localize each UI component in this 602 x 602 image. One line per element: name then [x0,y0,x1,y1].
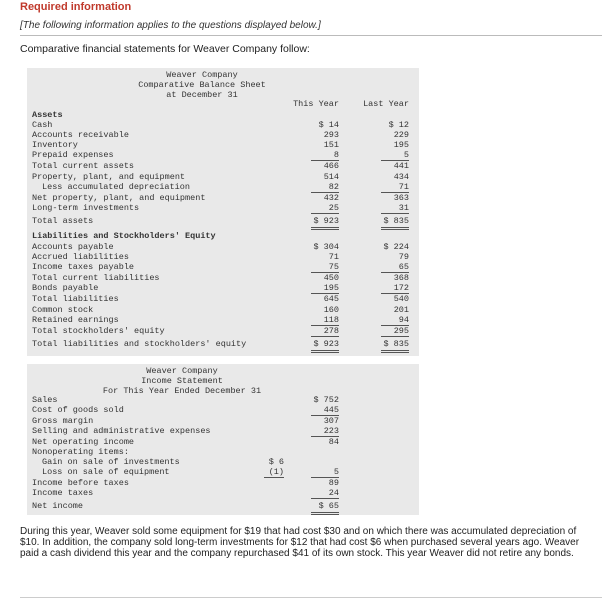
underline [311,336,339,337]
value-last-year: 368 [393,273,409,283]
row-value: 5 [333,467,339,477]
double-underline [381,227,409,230]
value-this-year: 8 [333,150,339,160]
value-last-year: $ 835 [383,216,409,226]
table-row [27,150,419,160]
row-inner-value: $ 6 [268,457,284,467]
row-label: Accounts payable [32,242,114,252]
income-statement-panel [27,364,419,515]
table-row [27,262,419,272]
table-row [27,457,419,467]
table-row [27,447,419,457]
value-this-year: $ 923 [313,339,339,349]
table-row [27,305,419,315]
value-this-year: 195 [323,283,339,293]
value-this-year: 293 [323,130,339,140]
row-label: Long-term investments [32,203,140,213]
table-row [27,339,419,349]
bs-title: Comparative Balance Sheet [138,80,266,90]
row-label: Nonoperating items: [32,447,129,457]
value-last-year: 295 [393,326,409,336]
table-row [27,467,419,477]
row-label: Less accumulated depreciation [42,182,190,192]
row-value: 223 [323,426,339,436]
is-period: For This Year Ended December 31 [102,386,262,396]
row-label: Total liabilities and stockholders' equity [32,339,247,349]
bs-date: at December 31 [166,90,238,100]
assets-heading: Assets [32,110,63,120]
table-row [27,182,419,192]
row-label: Selling and administrative expenses [32,426,211,436]
double-underline [311,512,339,515]
table-row [27,273,419,283]
double-underline [311,350,339,353]
table-row [27,416,419,426]
row-label: Bonds payable [32,283,99,293]
value-last-year: 172 [393,283,409,293]
row-label: Net property, plant, and equipment [32,193,206,203]
is-title: Income Statement [141,376,223,386]
value-this-year: 71 [328,252,339,262]
table-row [27,437,419,447]
income-statement-header [87,366,277,396]
intro-text: Comparative financial statements for Weaver Company follow: [20,43,310,55]
table-row [27,252,419,262]
value-this-year: 432 [323,193,339,203]
row-value: 445 [323,405,339,415]
instructions-note: [The following information applies to the questions displayed below.] [20,20,321,31]
table-row [27,501,419,511]
balance-sheet-panel [27,68,419,356]
value-this-year: 160 [323,305,339,315]
row-label: Gross margin [32,416,94,426]
value-last-year: 434 [393,172,409,182]
row-label: Total current liabilities [32,273,160,283]
row-value: $ 65 [318,501,339,511]
row-label: Total assets [32,216,94,226]
value-last-year: 441 [393,161,409,171]
row-label: Cost of goods sold [32,405,124,415]
table-row [27,488,419,498]
value-last-year: $ 12 [388,120,409,130]
row-label: Common stock [32,305,94,315]
liabilities-heading: Liabilities and Stockholders' Equity [32,231,216,241]
row-label: Income taxes payable [32,262,135,272]
value-last-year: 94 [398,315,409,325]
value-last-year: 540 [393,294,409,304]
value-last-year: 79 [398,252,409,262]
row-label: Loss on sale of equipment [42,467,170,477]
row-label: Net income [32,501,84,511]
table-row [27,216,419,226]
table-row [27,120,419,130]
row-value: 24 [328,488,339,498]
table-row [27,315,419,325]
value-last-year: 195 [393,140,409,150]
value-this-year: 466 [323,161,339,171]
value-last-year: 31 [398,203,409,213]
value-this-year: 118 [323,315,339,325]
value-this-year: 514 [323,172,339,182]
value-last-year: 363 [393,193,409,203]
required-information-heading: Required information [20,1,132,13]
row-label: Total liabilities [32,294,119,304]
value-this-year: $ 923 [313,216,339,226]
value-last-year: 65 [398,262,409,272]
double-underline [311,227,339,230]
column-headers [27,99,419,109]
balance-sheet-header [127,70,277,100]
is-company-name: Weaver Company [146,366,218,376]
table-row [27,294,419,304]
row-label: Cash [32,120,53,130]
row-inner-value: (1) [268,467,284,477]
value-this-year: 645 [323,294,339,304]
row-label: Net operating income [32,437,135,447]
table-row [27,172,419,182]
table-row [27,203,419,213]
table-row [27,426,419,436]
underline [381,213,409,214]
value-last-year: 5 [403,150,409,160]
table-row [27,283,419,293]
value-last-year: $ 835 [383,339,409,349]
table-row [27,193,419,203]
problem-paragraph: During this year, Weaver sold some equipment for $19 that had cost $30 and on which there was accumulated depreciation of $10. In addition, the company sold long-term investments for $12 that had cost $6 when purchased several years ago. Weaver paid a cash dividend this year and the company repurchased $41 of its own stock. This year Weaver did not retire any bonds. [20,526,580,559]
table-row [27,140,419,150]
underline [381,336,409,337]
row-label: Accrued liabilities [32,252,129,262]
value-this-year: 450 [323,273,339,283]
value-this-year: 82 [328,182,339,192]
row-value: 84 [328,437,339,447]
table-row [27,130,419,140]
value-last-year: $ 224 [383,242,409,252]
row-label: Income before taxes [32,478,129,488]
row-label: Gain on sale of investments [42,457,180,467]
table-row [27,395,419,405]
value-last-year: 201 [393,305,409,315]
value-this-year: 25 [328,203,339,213]
row-label: Property, plant, and equipment [32,172,186,182]
value-this-year: 278 [323,326,339,336]
value-this-year: $ 304 [313,242,339,252]
value-last-year: 71 [398,182,409,192]
row-label: Total stockholders' equity [32,326,165,336]
double-underline [381,350,409,353]
value-this-year: 75 [328,262,339,272]
table-row [27,242,419,252]
value-this-year: $ 14 [318,120,339,130]
value-last-year: 229 [393,130,409,140]
row-value: 89 [328,478,339,488]
underline [311,213,339,214]
col-this-year: This Year [293,99,339,109]
row-value: $ 752 [313,395,339,405]
row-label: Income taxes [32,488,94,498]
col-last-year: Last Year [363,99,409,109]
divider [20,35,602,36]
table-row [27,326,419,336]
table-row [27,405,419,415]
underline [311,498,339,499]
row-value: 307 [323,416,339,426]
value-this-year: 151 [323,140,339,150]
row-label: Sales [32,395,58,405]
row-label: Total current assets [32,161,135,171]
table-row [27,161,419,171]
row-label: Retained earnings [32,315,119,325]
row-label: Prepaid expenses [32,150,114,160]
row-label: Inventory [32,140,78,150]
table-row [27,478,419,488]
row-label: Accounts receivable [32,130,129,140]
divider [20,597,602,598]
bs-company-name: Weaver Company [166,70,238,80]
